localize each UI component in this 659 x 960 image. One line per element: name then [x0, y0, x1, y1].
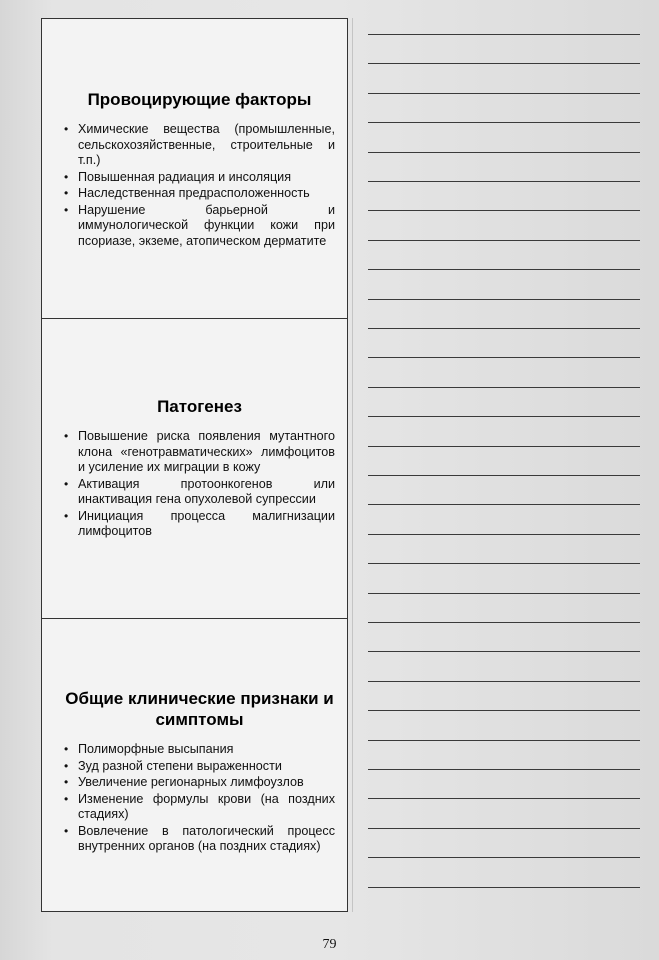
card-title: Провоцирующие факторы — [87, 90, 312, 109]
note-line — [368, 34, 640, 35]
notes-lines-area — [358, 18, 644, 912]
note-line — [368, 63, 640, 64]
column-divider — [352, 18, 353, 912]
page-number: 79 — [322, 937, 337, 952]
note-line — [368, 887, 640, 888]
list-item: • Повышение риска появления мутантного клона «генотравматических» лимфоцитов и усиление их миграции в кожу — [78, 429, 335, 476]
card-list — [64, 122, 335, 249]
note-line — [368, 299, 640, 300]
note-line — [368, 857, 640, 858]
card-title: Общие клинические признаки и симптомы — [65, 689, 334, 729]
note-line — [368, 593, 640, 594]
list-item: • Химические вещества (промышленные, сельскохозяйственные, строительные и т.п.) — [78, 122, 335, 169]
note-line — [368, 240, 640, 241]
card-list — [64, 429, 335, 540]
note-line — [368, 122, 640, 123]
note-line — [368, 563, 640, 564]
list-item: • Наследственная предрасположенность — [78, 186, 335, 202]
card-provoking-factors — [42, 19, 347, 319]
list-item: • Увеличение регионарных лимфоузлов — [78, 775, 335, 791]
list-item: • Нарушение барьерной и иммунологической функции кожи при псориазе, экземе, атопическом дерматите — [78, 203, 335, 250]
card-title: Патогенез — [157, 397, 242, 416]
card-pathogenesis — [42, 319, 347, 619]
note-line — [368, 269, 640, 270]
note-line — [368, 475, 640, 476]
cards-column — [41, 18, 348, 912]
note-line — [368, 769, 640, 770]
note-line — [368, 152, 640, 153]
note-line — [368, 210, 640, 211]
note-line — [368, 798, 640, 799]
note-line — [368, 681, 640, 682]
note-line — [368, 710, 640, 711]
note-line — [368, 416, 640, 417]
note-line — [368, 651, 640, 652]
card-list — [64, 742, 335, 855]
note-line — [368, 446, 640, 447]
note-line — [368, 387, 640, 388]
note-line — [368, 534, 640, 535]
list-item: • Зуд разной степени выраженности — [78, 759, 335, 775]
note-line — [368, 740, 640, 741]
list-item: • Вовлечение в патологический процесс внутренних органов (на поздних стадиях) — [78, 824, 335, 855]
card-clinical-signs — [42, 619, 347, 911]
list-item: • Повышенная радиация и инсоляция — [78, 170, 335, 186]
note-line — [368, 357, 640, 358]
list-item: • Полиморфные высыпания — [78, 742, 335, 758]
note-line — [368, 622, 640, 623]
list-item: • Активация протоонкогенов или инактивация гена опухолевой супрессии — [78, 477, 335, 508]
note-line — [368, 828, 640, 829]
note-line — [368, 181, 640, 182]
note-line — [368, 93, 640, 94]
note-line — [368, 504, 640, 505]
list-item: • Инициация процесса малигнизации лимфоцитов — [78, 509, 335, 540]
list-item: • Изменение формулы крови (на поздних стадиях) — [78, 792, 335, 823]
note-line — [368, 328, 640, 329]
